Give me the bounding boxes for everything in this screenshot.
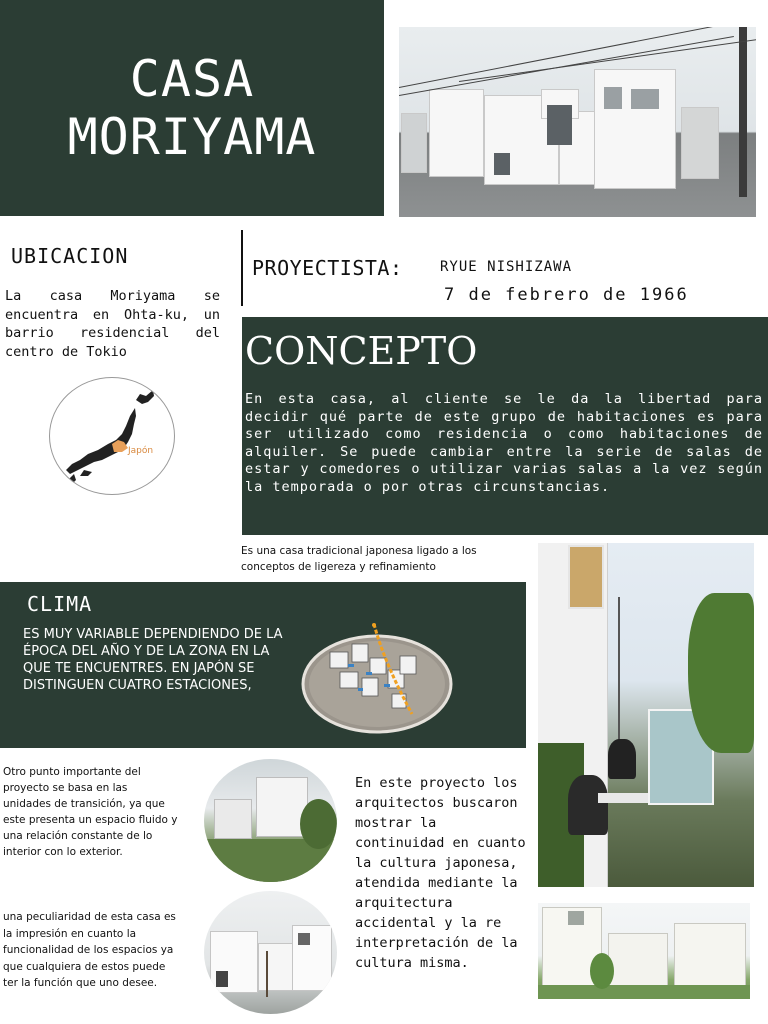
circle-photo-house <box>204 891 337 1014</box>
sun-path-diagram <box>300 622 455 737</box>
houses-street-photo <box>538 903 750 999</box>
peculiaridad-text: una peculiaridad de esta casa es la impresión en cuanto la funcionalidad de los espacios ya que cualquiera de estos puede ter la función que uno desee. <box>3 911 176 989</box>
page-title-line-1: CASA <box>129 50 255 108</box>
clima-title: CLIMA <box>27 592 93 616</box>
circle-photo-aerial <box>204 759 337 882</box>
page-title-line-2: MORIYAMA <box>67 108 317 166</box>
japan-map <box>49 377 175 495</box>
map-label: Japón <box>128 446 154 456</box>
title-block <box>0 0 384 216</box>
ubicacion-text: La casa Moriyama se encuentra en Ohta-ku, un barrio residencial del centro de Tokio <box>5 288 220 360</box>
clima-block <box>0 582 526 748</box>
clima-text: ES MUY VARIABLE DEPENDIENDO DE LA ÉPOCA DEL AÑO Y DE LA ZONA EN LA QUE TE ENCUENTRES. EN JAPÓN SE DISTINGUEN CUATRO ESTACIONES, <box>23 627 283 693</box>
concepto-text: En esta casa, al cliente se le da la libertad para decidir qué parte de este grupo de habitaciones es para ser utilizado como residencia o como habitaciones de alquiler. Se puede cambiar entre la serie de salas de estar y comedores o utilizar varias salas a la vez según la temporada o por otras circunstancias. <box>245 391 763 495</box>
tradicional-caption: Es una casa tradicional japonesa ligado a los conceptos de ligereza y refinamiento <box>241 545 477 573</box>
japan-map-icon <box>50 378 175 495</box>
proyecto-text: En este proyecto los arquitectos buscaron mostrar la continuidad en cuanto la cultura japonesa, atendida mediante la arquitectura accidental y la re interpretación de la cultura misma. <box>355 775 526 971</box>
garden-photo <box>538 543 754 887</box>
architect-birth-date: 7 de febrero de 1966 <box>444 285 689 305</box>
house-exterior-photo <box>399 27 756 217</box>
ubicacion-heading: UBICACION <box>11 244 129 268</box>
vertical-divider <box>241 230 243 306</box>
proyectista-label: PROYECTISTA: <box>252 256 403 280</box>
concepto-title: CONCEPTO <box>245 329 478 373</box>
concepto-block <box>242 317 768 535</box>
transicion-text: Otro punto importante del proyecto se basa en las unidades de transición, ya que este presenta un espacio fluido y una relación constante de lo interior con lo exterior. <box>3 766 178 858</box>
architect-name: RYUE NISHIZAWA <box>440 259 573 275</box>
